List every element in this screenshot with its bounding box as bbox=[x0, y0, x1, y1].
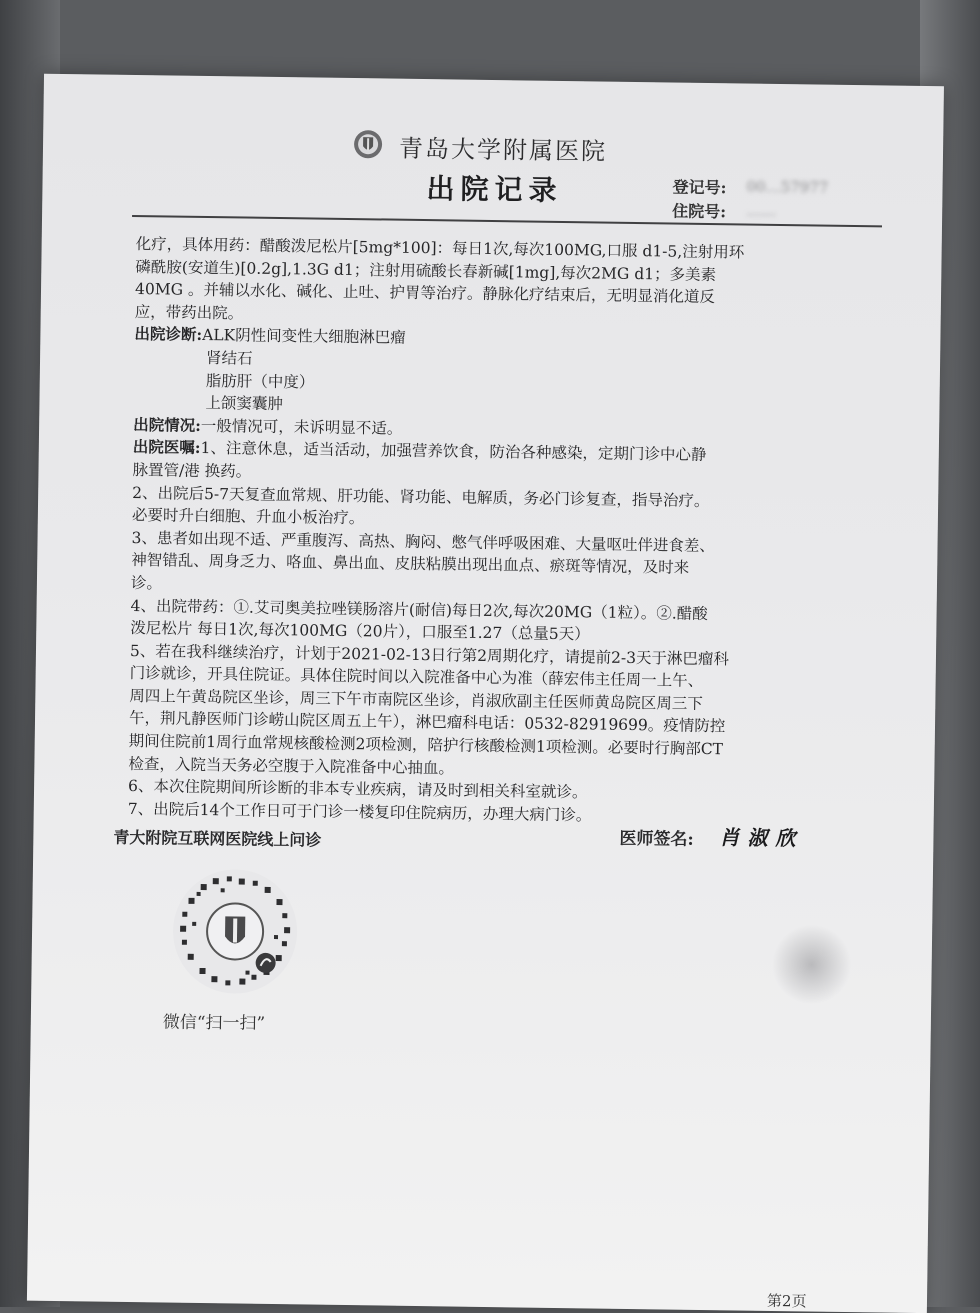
qr-caption: 微信“扫一扫” bbox=[162, 1012, 266, 1034]
advice-item: 5、若在我科继续治疗，计划于2021-02-13日行第2周期化疗，请提前2-3天于淋巴瘤科 bbox=[129, 641, 730, 669]
document-title: 出院记录 bbox=[426, 172, 563, 207]
wechat-mini-program-qr-code[interactable] bbox=[169, 866, 301, 998]
advice-item: 神智错乱、周身乏力、咯血、鼻出血、皮肤粘膜出现出血点、瘀斑等情况，及时来 bbox=[131, 551, 690, 578]
advice-item: 2、出院后5-7天复查血常规、肝功能、肾功能、电解质，务必门诊复查，指导治疗。 bbox=[132, 483, 710, 510]
treatment-line: 磷酰胺(安道生)[0.2g],1.3G d1；注射用硫酸长春新碱[1mg],每次2MG d1；多美素 bbox=[135, 257, 717, 284]
advice-item: 门诊就诊，开具住院证。具体住院时间以入院准备中心为准（薛宏伟主任周一上午、 bbox=[129, 664, 704, 691]
hospital-name: 青岛大学附属医院 bbox=[398, 134, 608, 166]
advice-item: 诊。 bbox=[130, 573, 163, 593]
advice-item: 4、出院带药：①.艾司奥美拉唑镁肠溶片(耐信)每日2次,每次20MG（1粒）。②.醋酸 bbox=[130, 596, 708, 623]
advice-item: 期间住院前1周行血常规核酸检测2项检测，陪护行核酸检测1项检测。必要时行胸部CT bbox=[128, 732, 724, 759]
advice-item: 必要时升白细胞、升血小板治疗。 bbox=[131, 506, 365, 528]
doctor-signature: 肖淑欣 bbox=[718, 825, 808, 851]
diagnosis-item: 脂肪肝（中度） bbox=[205, 371, 315, 392]
diagnosis-label: 出院诊断: bbox=[134, 324, 203, 345]
diagnosis-item: 肾结石 bbox=[205, 348, 253, 368]
treatment-line: 化疗，具体用药：醋酸泼尼松片[5mg*100]：每日1次,每次100MG,口服 d1-5,注射用环 bbox=[135, 235, 745, 262]
inpatient-number-label: 住院号: bbox=[672, 201, 727, 222]
advice-item: 1、注意休息，适当活动，加强营养饮食，防治各种感染，定期门诊中心静 bbox=[200, 439, 707, 465]
paper-smudge bbox=[771, 924, 852, 1005]
treatment-line: 应，带药出院。 bbox=[134, 302, 244, 323]
advice-label: 出院医嘱: bbox=[132, 437, 201, 458]
condition-text: 一般情况可，未诉明显不适。 bbox=[200, 416, 403, 438]
advice-item: 午，荆凡静医师门诊崂山院区周五上午），淋巴瘤科电话：0532-82919699。疫情防控 bbox=[128, 709, 726, 736]
advice-item: 检查，入院当天务必空腹于入院准备中心抽血。 bbox=[128, 754, 455, 778]
discharge-record-paper bbox=[27, 74, 944, 1313]
condition-label: 出院情况: bbox=[133, 414, 202, 435]
advice-item: 泼尼松片 每日1次,每次100MG（20片），口服至1.27（总量5天） bbox=[130, 619, 590, 644]
advice-item: 脉置管/港 换药。 bbox=[132, 460, 252, 481]
diagnosis-item: 上颌窦囊肿 bbox=[205, 394, 284, 414]
hospital-logo-icon bbox=[353, 128, 383, 160]
advice-item: 6、本次住院期间所诊断的非本专业疾病，请及时到相关科室就诊。 bbox=[127, 777, 588, 802]
advice-item: 7、出院后14个工作日可于门诊一楼复印住院病历，办理大病门诊。 bbox=[127, 799, 592, 825]
diagnosis-item: ALK阴性间变性大细胞淋巴瘤 bbox=[202, 326, 406, 348]
treatment-line: 40MG 。并辅以水化、碱化、止吐、护胃等治疗。静脉化疗结束后，无明显消化道反 bbox=[134, 280, 716, 307]
online-clinic-title: 青大附院互联网医院线上问诊 bbox=[113, 827, 322, 850]
registration-number-label: 登记号: bbox=[672, 177, 727, 198]
advice-item: 3、患者如出现不适、严重腹泻、高热、胸闷、憋气伴呼吸困难、大量呕吐伴进食差、 bbox=[131, 528, 716, 555]
inpatient-number-value: …… bbox=[746, 201, 777, 220]
advice-item: 周四上午黄岛院区坐诊，周三下午市南院区坐诊，肖淑欣副主任医师黄岛院区周三下 bbox=[129, 686, 703, 713]
registration-number-value: 00…57977 bbox=[746, 177, 829, 197]
page-number: 第2页 bbox=[766, 1291, 807, 1311]
document-header bbox=[42, 74, 944, 247]
signature-label: 医师签名: bbox=[619, 828, 694, 850]
record-body bbox=[128, 233, 836, 830]
